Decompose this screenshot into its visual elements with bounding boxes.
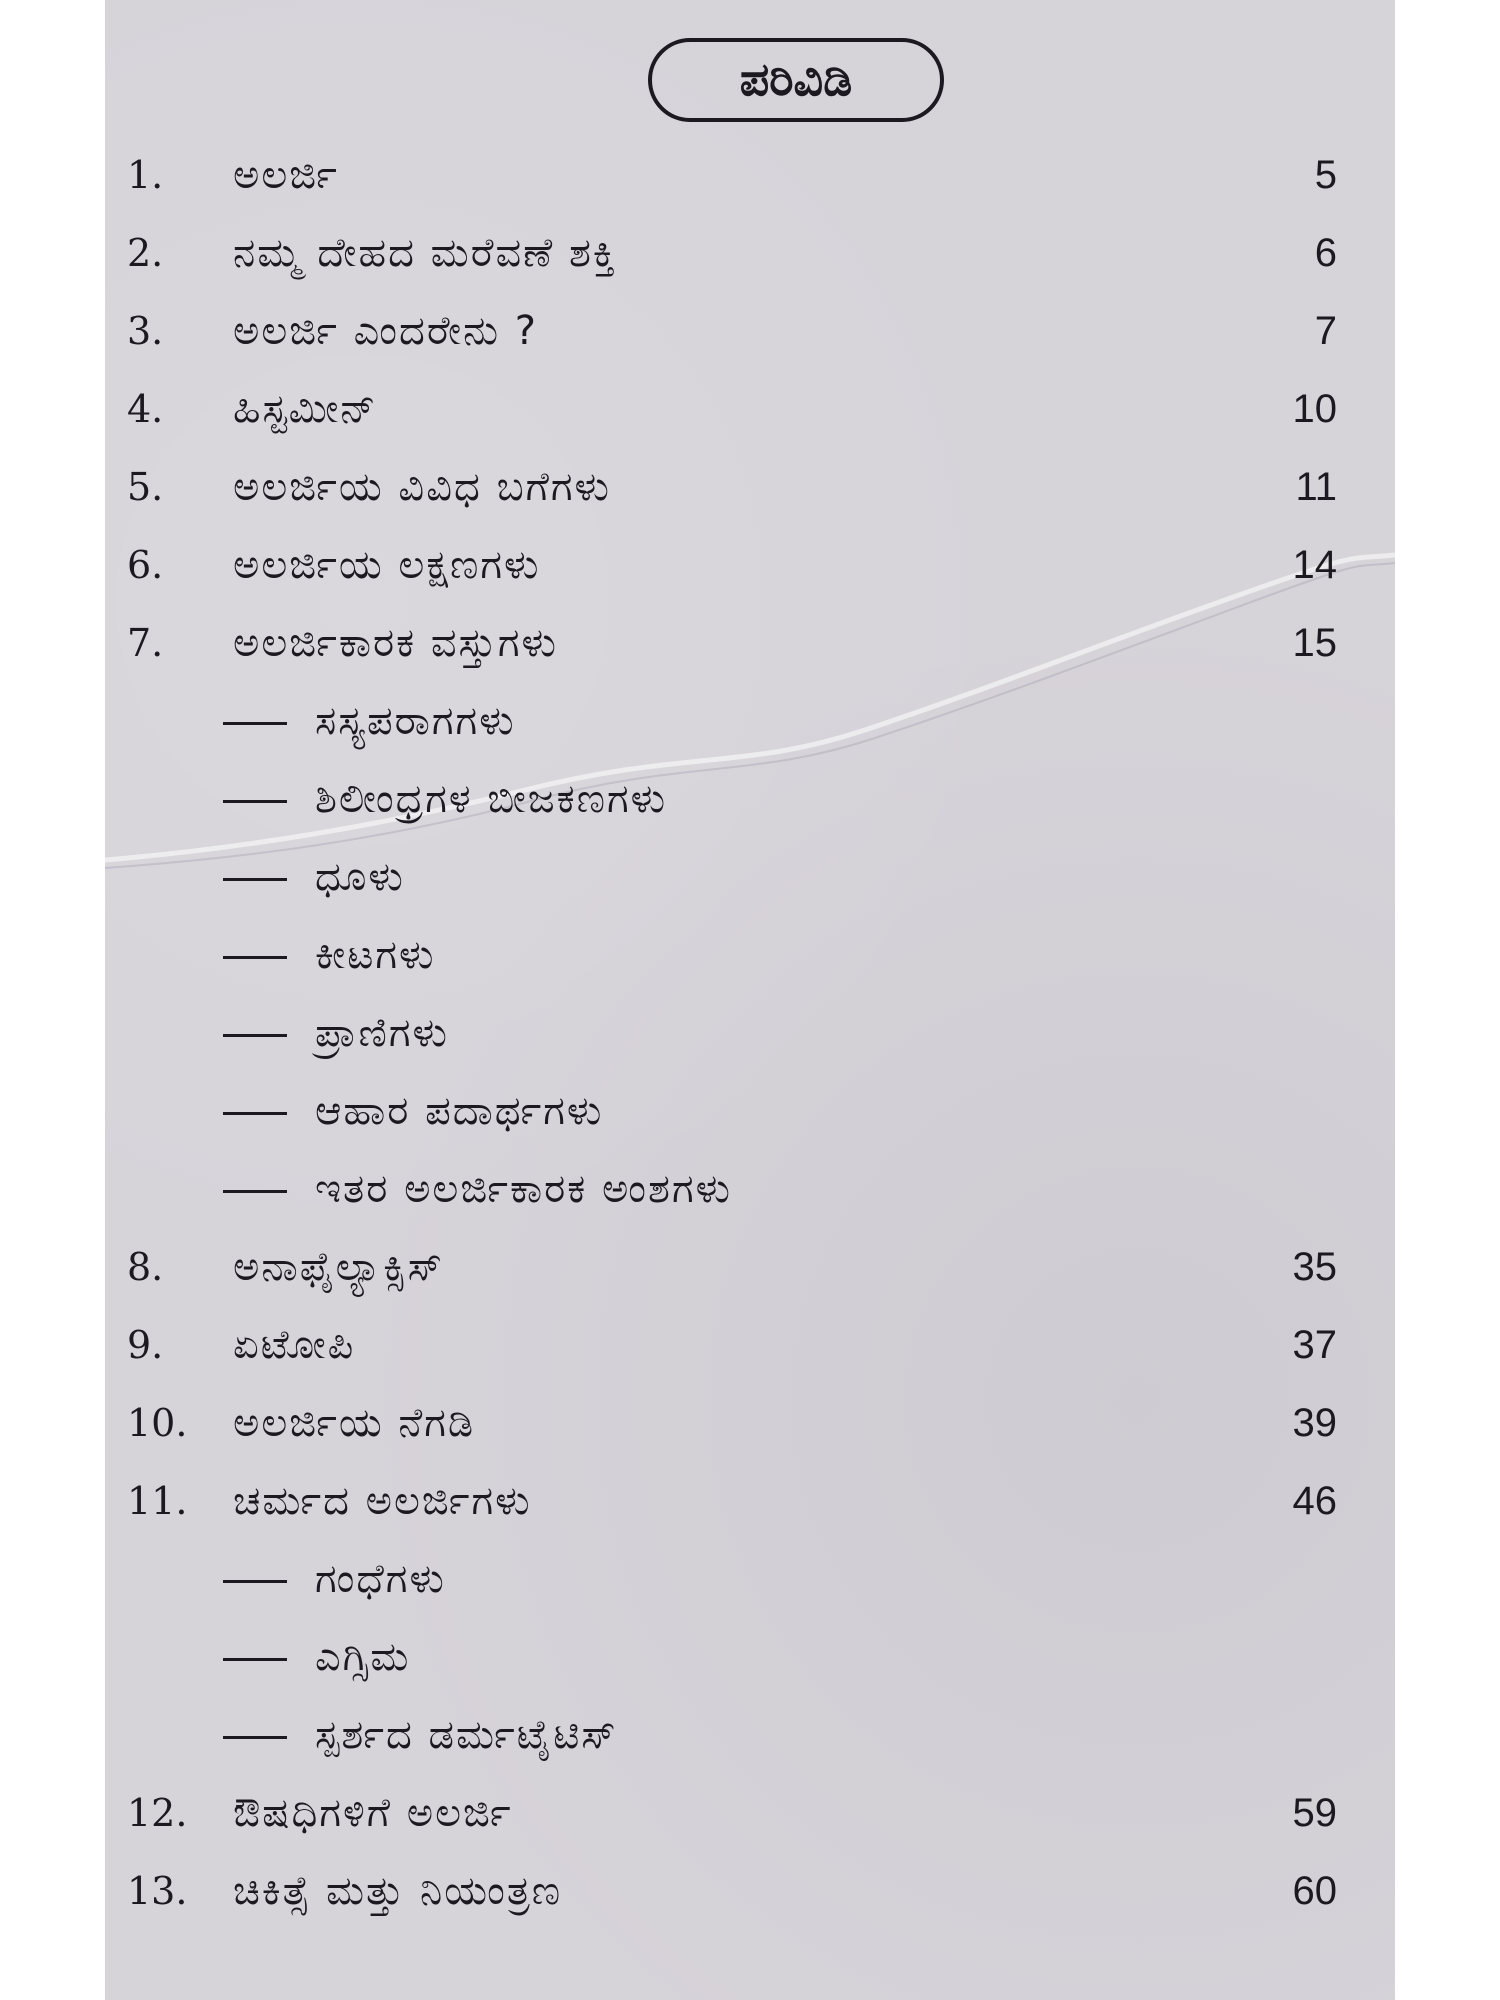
- toc-entry-number: 9.: [127, 1323, 164, 1367]
- dash-marker: [223, 1658, 287, 1661]
- dash-marker: [223, 1034, 287, 1037]
- contents-heading: ಪರಿವಿಡಿ: [648, 38, 944, 122]
- toc-subentry-title: ಕೀಟಗಳು: [315, 932, 436, 978]
- toc-subentry: [105, 1700, 1395, 1770]
- toc-entry-title: ಅಲರ್ಜಿ ಎಂದರೇನು ?: [233, 308, 539, 354]
- dash-marker: [223, 878, 287, 881]
- toc-entry-page-number: 15: [1292, 621, 1337, 665]
- toc-entry-number: 11.: [127, 1479, 188, 1523]
- dash-marker: [223, 1112, 287, 1115]
- dash-marker: [223, 1190, 287, 1193]
- toc-entry: [105, 140, 1395, 210]
- toc-subentry: [105, 998, 1395, 1068]
- toc-subentry: [105, 1154, 1395, 1224]
- toc-entry-title: ಏಟೋಪಿ: [233, 1322, 356, 1368]
- toc-entry: [105, 1388, 1395, 1458]
- toc-entry-number: 13.: [127, 1869, 188, 1913]
- toc-entry-page-number: 46: [1292, 1479, 1337, 1523]
- toc-entry-title: ಔಷಧಿಗಳಿಗೆ ಅಲರ್ಜಿ: [233, 1790, 513, 1836]
- toc-entry-title: ಚಿಕಿತ್ಸೆ ಮತ್ತು ನಿಯಂತ್ರಣ: [233, 1868, 563, 1914]
- toc-entry: [105, 218, 1395, 288]
- dash-marker: [223, 1580, 287, 1583]
- dash-marker: [223, 722, 287, 725]
- toc-entry: [105, 374, 1395, 444]
- toc-subentry-title: ಸ್ಪರ್ಶದ ಡರ್ಮಟೈಟಿಸ್: [315, 1712, 618, 1758]
- toc-entry: [105, 452, 1395, 522]
- toc-subentry: [105, 1544, 1395, 1614]
- toc-entry-page-number: 37: [1292, 1323, 1337, 1367]
- toc-entry-number: 6.: [127, 543, 164, 587]
- toc-entry-page-number: 6: [1314, 231, 1337, 275]
- book-page: [105, 0, 1395, 2000]
- toc-entry-page-number: 39: [1292, 1401, 1337, 1445]
- toc-entry-title: ಅಲರ್ಜಿಯ ನೆಗಡಿ: [233, 1400, 476, 1446]
- toc-subentry-title: ಧೂಳು: [315, 854, 405, 900]
- toc-subentry-title: ಪ್ರಾಣಿಗಳು: [315, 1010, 449, 1056]
- toc-entry-number: 8.: [127, 1245, 164, 1289]
- toc-entry-page-number: 10: [1292, 387, 1337, 431]
- toc-entry-page-number: 35: [1292, 1245, 1337, 1289]
- toc-entry-title: ಅಲರ್ಜಿಯ ವಿವಿಧ ಬಗೆಗಳು: [233, 464, 611, 510]
- toc-entry-number: 4.: [127, 387, 164, 431]
- dash-marker: [223, 1736, 287, 1739]
- toc-subentry: [105, 842, 1395, 912]
- dash-marker: [223, 800, 287, 803]
- toc-entry-title: ಅಲರ್ಜಿಯ ಲಕ್ಷಣಗಳು: [233, 542, 541, 588]
- toc-subentry-title: ಎಗ್ಸಿಮ: [315, 1634, 411, 1680]
- toc-subentry: [105, 686, 1395, 756]
- toc-subentry: [105, 920, 1395, 990]
- dash-marker: [223, 956, 287, 959]
- toc-entry: [105, 530, 1395, 600]
- toc-entry-number: 5.: [127, 465, 164, 509]
- toc-entry: [105, 1778, 1395, 1848]
- toc-subentry-title: ಶಿಲೀಂಧ್ರಗಳ ಬೀಜಕಣಗಳು: [315, 776, 668, 822]
- toc-entry: [105, 1856, 1395, 1926]
- toc-entry-number: 10.: [127, 1401, 188, 1445]
- toc-subentry: [105, 1076, 1395, 1146]
- toc-entry-number: 2.: [127, 231, 164, 275]
- toc-entry: [105, 1310, 1395, 1380]
- toc-entry-number: 12.: [127, 1791, 188, 1835]
- toc-subentry: [105, 1622, 1395, 1692]
- toc-entry: [105, 608, 1395, 678]
- toc-subentry-title: ಸಸ್ಯಪರಾಗಗಳು: [315, 698, 516, 744]
- toc-entry-page-number: 60: [1292, 1869, 1337, 1913]
- toc-entry-title: ಹಿಸ್ಟಮೀನ್: [233, 386, 378, 432]
- toc-entry-page-number: 59: [1292, 1791, 1337, 1835]
- toc-entry-page-number: 7: [1314, 309, 1337, 353]
- toc-entry-title: ಚರ್ಮದ ಅಲರ್ಜಿಗಳು: [233, 1478, 532, 1524]
- toc-entry-title: ಅಲರ್ಜಿ: [233, 152, 339, 198]
- toc-entry-page-number: 14: [1292, 543, 1337, 587]
- toc-entry: [105, 1232, 1395, 1302]
- toc-entry-title: ನಮ್ಮ ದೇಹದ ಮರೆವಣೆ ಶಕ್ತಿ: [233, 230, 618, 276]
- toc-subentry-title: ಆಹಾರ ಪದಾರ್ಥಗಳು: [315, 1088, 604, 1134]
- toc-entry: [105, 1466, 1395, 1536]
- toc-entry: [105, 296, 1395, 366]
- toc-entry-title: ಅಲರ್ಜಿಕಾರಕ ವಸ್ತುಗಳು: [233, 620, 558, 666]
- toc-entry-number: 7.: [127, 621, 164, 665]
- toc-subentry-title: ಗಂಧೆಗಳು: [315, 1556, 446, 1602]
- toc-subentry: [105, 764, 1395, 834]
- toc-entry-page-number: 5: [1314, 153, 1337, 197]
- toc-entry-page-number: 11: [1295, 465, 1337, 509]
- toc-entry-number: 1.: [127, 153, 164, 197]
- toc-entry-title: ಅನಾಫೈಲ್ಯಾಕ್ಸಿಸ್: [233, 1244, 444, 1290]
- toc-entry-number: 3.: [127, 309, 164, 353]
- toc-subentry-title: ಇತರ ಅಲರ್ಜಿಕಾರಕ ಅಂಶಗಳು: [315, 1166, 733, 1212]
